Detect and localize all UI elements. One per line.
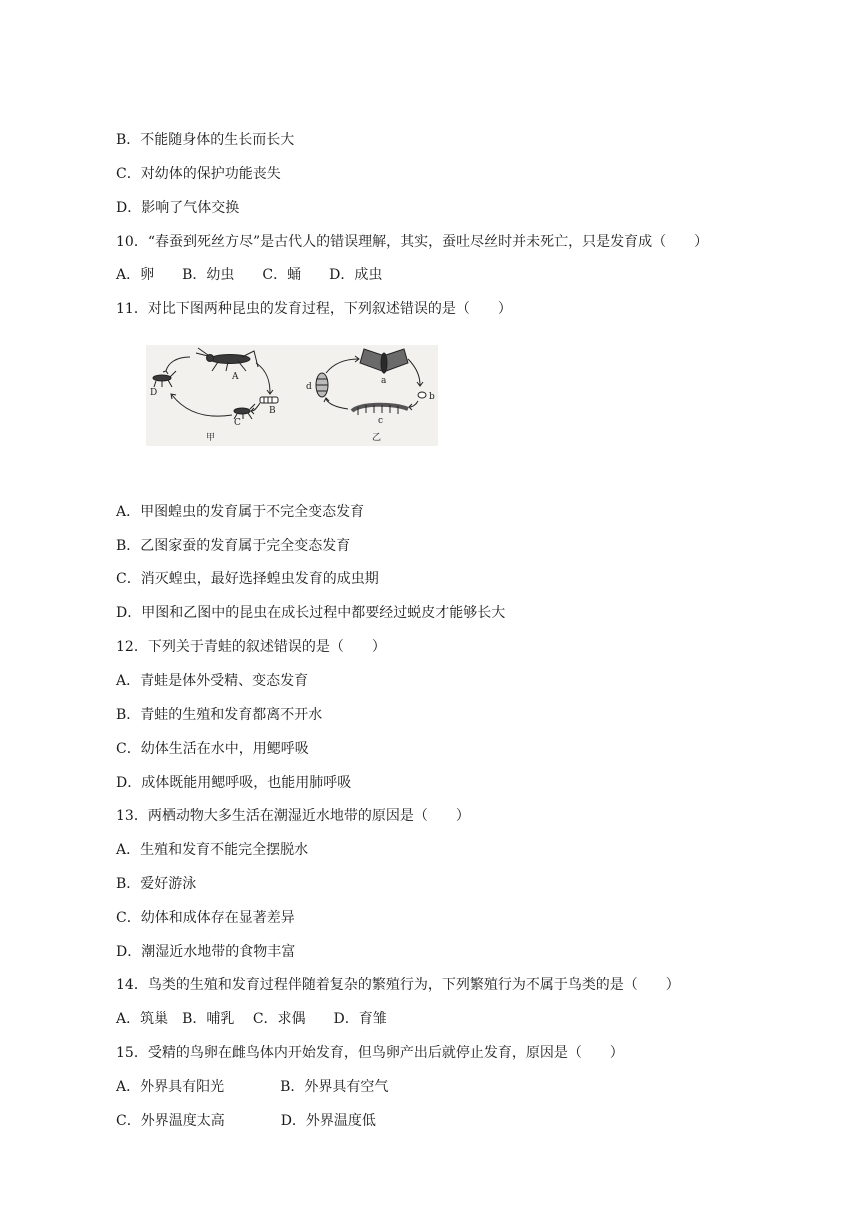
label-c: c xyxy=(378,416,384,426)
moth-icon xyxy=(360,349,408,373)
q11-option-c: C．消灭蝗虫，最好选择蝗虫发育的成虫期 xyxy=(116,571,379,587)
q12-option-a: A．青蛙是体外受精、变态发育 xyxy=(116,673,309,689)
q13-option-d: D．潮湿近水地带的食物丰富 xyxy=(116,944,296,960)
egg-cluster-icon xyxy=(260,397,278,403)
nymph-large-icon xyxy=(153,371,176,387)
q13-stem: 13．两栖动物大多生活在潮湿近水地带的原因是（ ） xyxy=(116,808,470,824)
q15-stem: 15．受精的鸟卵在雌鸟体内开始发育，但鸟卵产出后就停止发育，原因是（ ） xyxy=(116,1045,624,1061)
q13-option-a: A．生殖和发育不能完全摆脱水 xyxy=(116,842,309,858)
q9-option-d: D．影响了气体交换 xyxy=(116,200,240,216)
q12-option-b: B．青蛙的生殖和发育都离不开水 xyxy=(116,707,323,723)
q12-option-d: D．成体既能用鳃呼吸，也能用肺呼吸 xyxy=(116,775,352,791)
q15-options-row2: C．外界温度太高 D．外界温度低 xyxy=(116,1113,376,1129)
q12-option-c: C．幼体生活在水中，用鳃呼吸 xyxy=(116,741,309,757)
adult-grasshopper-icon xyxy=(196,348,258,371)
q11-option-a: A．甲图蝗虫的发育属于不完全变态发育 xyxy=(116,504,365,520)
q9-option-c: C．对幼体的保护功能丧失 xyxy=(116,166,281,182)
q11-option-b: B．乙图家蚕的发育属于完全变态发育 xyxy=(116,538,351,554)
q10-stem: 10．“春蚕到死丝方尽”是古代人的错误理解，其实，蚕吐尽丝时并未死亡，只是发育成（ ） xyxy=(116,234,709,250)
pupa-icon xyxy=(316,373,328,397)
label-a: a xyxy=(381,376,387,386)
q11-option-d: D．甲图和乙图中的昆虫在成长过程中都要经过蜕皮才能够长大 xyxy=(116,605,506,621)
silkworm-cycle-diagram xyxy=(316,349,426,415)
q9-option-b: B．不能随身体的生长而长大 xyxy=(116,132,295,148)
q13-option-b: B．爱好游泳 xyxy=(116,876,197,892)
q15-options-row1: A．外界具有阳光 B．外界具有空气 xyxy=(116,1079,389,1095)
q14-options: A．筑巢 B．哺乳 C．求偶 D．育雏 xyxy=(116,1011,387,1027)
label-jia: 甲 xyxy=(206,433,216,443)
label-yi: 乙 xyxy=(372,433,382,443)
silkworm-larva-icon xyxy=(352,405,408,415)
label-D: D xyxy=(150,388,158,398)
q13-option-c: C．幼体和成体存在显著差异 xyxy=(116,910,295,926)
q12-stem: 12．下列关于青蛙的叙述错误的是（ ） xyxy=(116,639,386,655)
label-B: B xyxy=(269,406,276,416)
label-b: b xyxy=(429,392,435,402)
grasshopper-cycle-diagram xyxy=(153,348,278,419)
q14-stem: 14．鸟类的生殖和发育过程伴随着复杂的繁殖行为，下列繁殖行为不属于鸟类的是（ ） xyxy=(116,977,680,993)
q11-stem: 11．对比下图两种昆虫的发育过程，下列叙述错误的是（ ） xyxy=(116,301,512,317)
label-A: A xyxy=(232,372,239,382)
label-C: C xyxy=(234,418,241,428)
insect-development-figure xyxy=(146,345,438,446)
label-d: d xyxy=(306,382,312,392)
q10-options: A．卵 B．幼虫 C．蛹 D．成虫 xyxy=(116,267,383,283)
silkworm-egg-icon xyxy=(418,392,426,398)
